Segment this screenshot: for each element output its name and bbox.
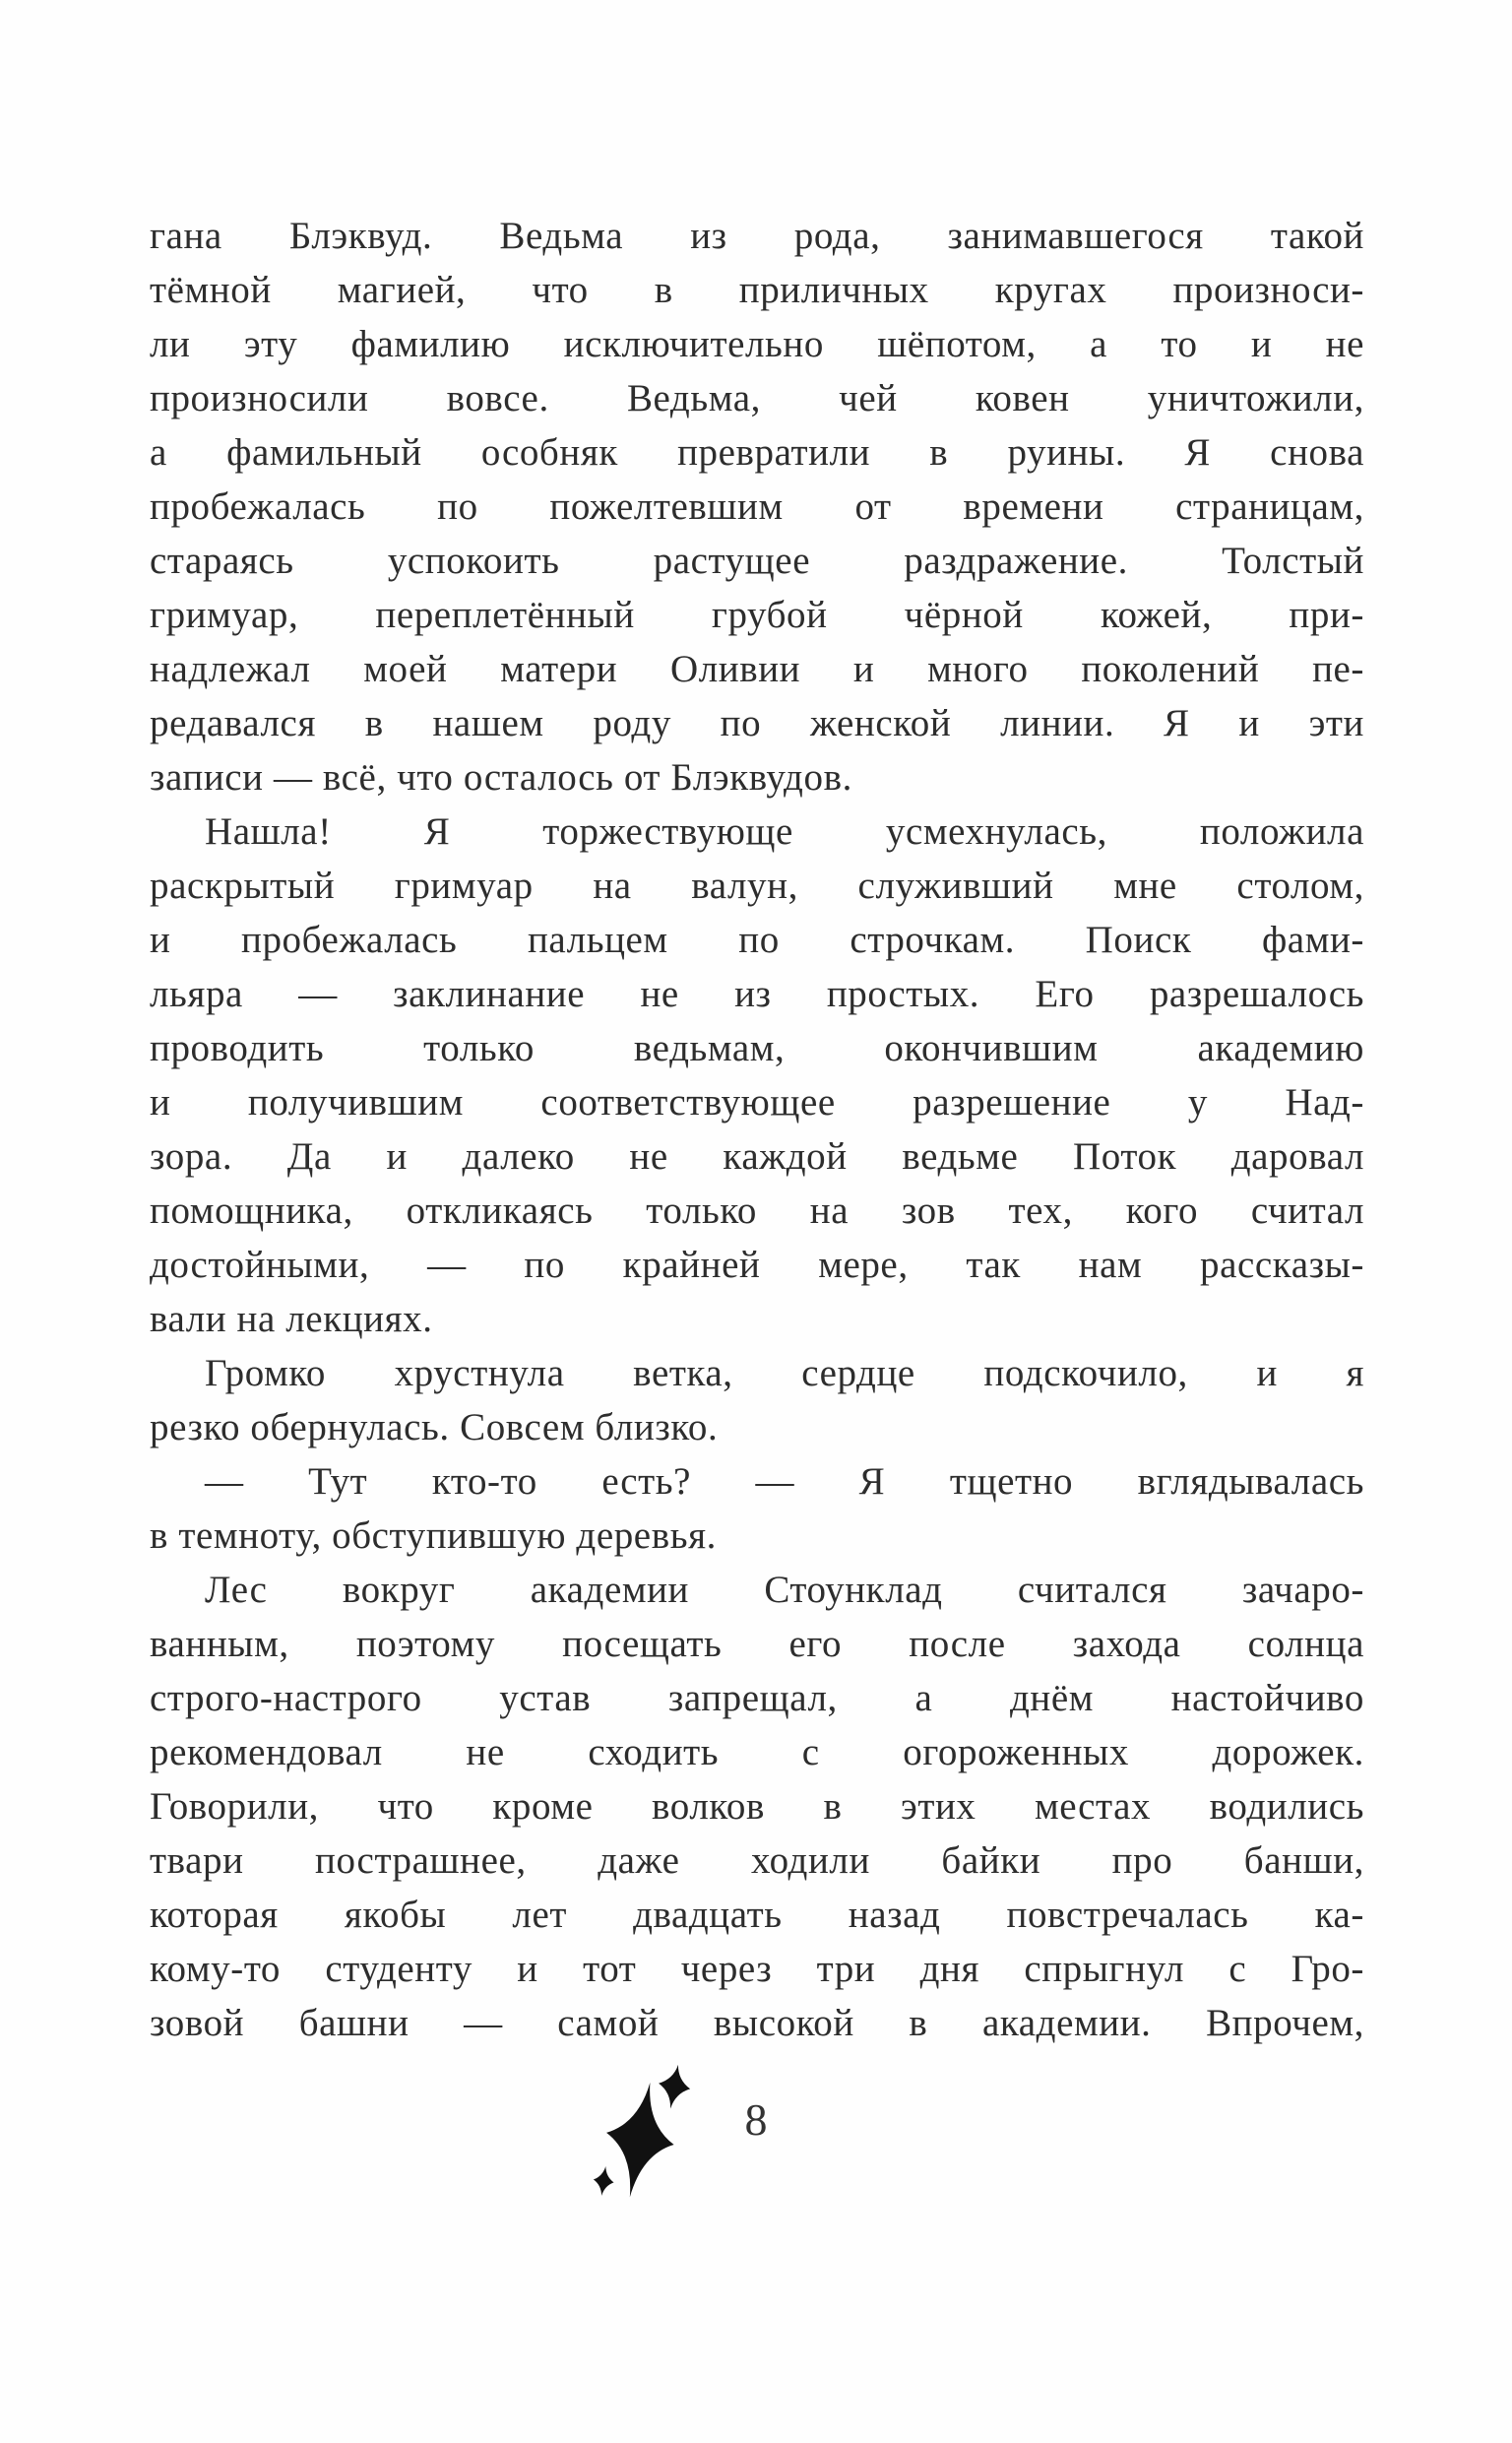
text-line: и получившим соответствующее разрешение у Над- — [150, 1081, 1364, 1124]
page-number: 8 — [744, 2094, 768, 2145]
text-line: Лес вокруг академии Стоунклад считался зачаро- — [205, 1569, 1364, 1611]
text-line: пробежалась по пожелтевшим от времени страницам, — [150, 485, 1364, 528]
text-line: стараясь успокоить растущее раздражение. Толстый — [150, 540, 1364, 582]
text-line: помощника, откликаясь только на зов тех, кого считал — [150, 1189, 1364, 1232]
text-line: резко обернулась. Совсем близко. — [150, 1406, 719, 1448]
text-line: Говорили, что кроме волков в этих местах водились — [150, 1785, 1364, 1828]
page-text — [150, 209, 1364, 2050]
text-line: вали на лекциях. — [150, 1298, 433, 1340]
text-line: редавался в нашем роду по женской линии. Я и эти — [150, 702, 1364, 744]
text-line: и пробежалась пальцем по строчкам. Поиск фами- — [150, 919, 1364, 961]
text-line: надлежал моей матери Оливии и много поколений пе- — [150, 648, 1364, 690]
text-line: а фамильный особняк превратили в руины. Я снова — [150, 431, 1364, 474]
text-line: льяра — заклинание не из простых. Его разрешалось — [150, 973, 1364, 1015]
text-line: которая якобы лет двадцать назад повстречалась ка- — [150, 1894, 1364, 1936]
text-line: Нашла! Я торжествующе усмехнулась, положила — [205, 810, 1364, 853]
text-line: — Тут кто-то есть? — Я тщетно вглядывалась — [205, 1460, 1364, 1503]
text-line: гримуар, переплетённый грубой чёрной кожей, при- — [150, 594, 1364, 636]
text-line: твари пострашнее, даже ходили байки про банши, — [150, 1839, 1364, 1882]
text-line: записи — всё, что осталось от Блэквудов. — [150, 756, 852, 799]
text-line: раскрытый гримуар на валун, служивший мне столом, — [150, 865, 1364, 907]
text-line: кому-то студенту и тот через три дня спрыгнул с Гро- — [150, 1948, 1364, 1990]
text-line: строго-настрого устав запрещал, а днём настойчиво — [150, 1677, 1364, 1719]
text-line: рекомендовал не сходить с огороженных дорожек. — [150, 1731, 1364, 1773]
text-line: зора. Да и далеко не каждой ведьме Поток даровал — [150, 1135, 1364, 1178]
text-line: в темноту, обступившую деревья. — [150, 1514, 717, 1557]
text-line: произносили вовсе. Ведьма, чей ковен уничтожили, — [150, 377, 1364, 419]
page-footer — [0, 2058, 1512, 2275]
text-line: ли эту фамилию исключительно шёпотом, а то и не — [150, 323, 1364, 365]
text-line: достойными, — по крайней мере, так нам рассказы- — [150, 1244, 1364, 1286]
text-line: тёмной магией, что в приличных кругах произноси- — [150, 269, 1364, 311]
text-line: гана Блэквуд. Ведьма из рода, занимавшегося такой — [150, 215, 1364, 257]
text-line: проводить только ведьмам, окончившим академию — [150, 1027, 1364, 1069]
text-line: Громко хрустнула ветка, сердце подскочило, и я — [205, 1352, 1364, 1394]
text-line: ванным, поэтому посещать его после захода солнца — [150, 1623, 1364, 1665]
text-line: зовой башни — самой высокой в академии. Впрочем, — [150, 2002, 1364, 2044]
